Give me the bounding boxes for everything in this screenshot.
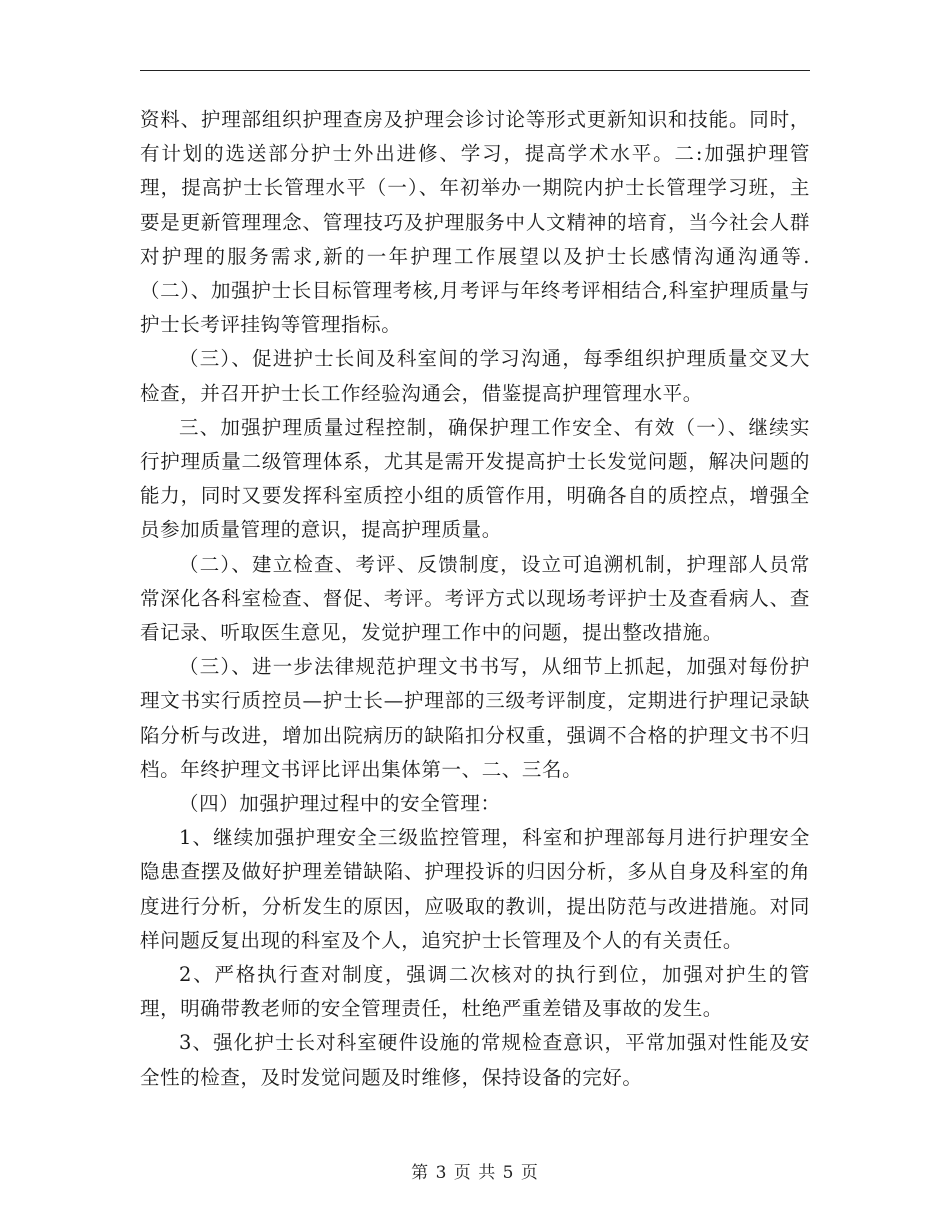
paragraph-9: 3、强化护士长对科室硬件设施的常规检查意识，平常加强对性能及安全性的检查，及时发觉问题及时维修，保持设备的完好。: [140, 1031, 810, 1089]
paragraph-1: 资料、护理部组织护理查房及护理会诊讨论等形式更新知识和技能。同时，有计划的选送部分护士外出进修、学习，提高学术水平。二:加强护理管理，提高护士长管理水平（一）、年初举办一期院内护士长管理学习班，主要是更新管理理念、管理技巧及护理服务中人文精神的培育，当今社会人群对护理的服务需求,新的一年护理工作展望以及护士长感情沟通沟通等.（二）、加强护士长目标管理考核,月考评与年终考评相结合,科室护理质量与护士长考评挂钩等管理指标。: [140, 108, 810, 337]
paragraph-6: （四）加强护理过程中的安全管理：: [179, 792, 501, 816]
header-rule: [140, 70, 810, 71]
paragraph-7: 1、继续加强护理安全三级监控管理，科室和护理部每月进行护理安全隐患查摆及做好护理差错缺陷、护理投诉的归因分析，多从自身及科室的角度进行分析，分析发生的原因，应吸取的教训，提出防范与改进措施。对同样问题反复出现的科室及个人，追究护士长管理及个人的有关责任。: [140, 826, 810, 952]
paragraph-4: （二）、建立检查、考评、反馈制度，设立可追溯机制，护理部人员常常深化各科室检查、督促、考评。考评方式以现场考评护士及查看病人、查看记录、听取医生意见，发觉护理工作中的问题，提出整改措施。: [140, 552, 810, 645]
paragraph-3: 三、加强护理质量过程控制，确保护理工作安全、有效（一）、继续实行护理质量二级管理体系，尤其是需开发提高护士长发觉问题，解决问题的能力，同时又要发挥科室质控小组的质管作用，明确各自的质控点，增强全员参加质量管理的意识，提高护理质量。: [140, 415, 810, 542]
paragraph-5: （三）、进一步法律规范护理文书书写，从细节上抓起，加强对每份护理文书实行质控员—护士长—护理部的三级考评制度，定期进行护理记录缺陷分析与改进，增加出院病历的缺陷扣分权重，强调不合格的护理文书不归档。年终护理文书评比评出集体第一、二、三名。: [140, 655, 810, 781]
paragraph-2: （三）、促进护士长间及科室间的学习沟通，每季组织护理质量交叉大检查，并召开护士长工作经验沟通会，借鉴提高护理管理水平。: [140, 347, 810, 405]
paragraph-8: 2、严格执行查对制度，强调二次核对的执行到位，加强对护生的管理，明确带教老师的安全管理责任，杜绝严重差错及事故的发生。: [140, 963, 810, 1021]
page-number-footer: 第 3 页 共 5 页: [411, 1163, 539, 1183]
document-body: [140, 103, 810, 1095]
